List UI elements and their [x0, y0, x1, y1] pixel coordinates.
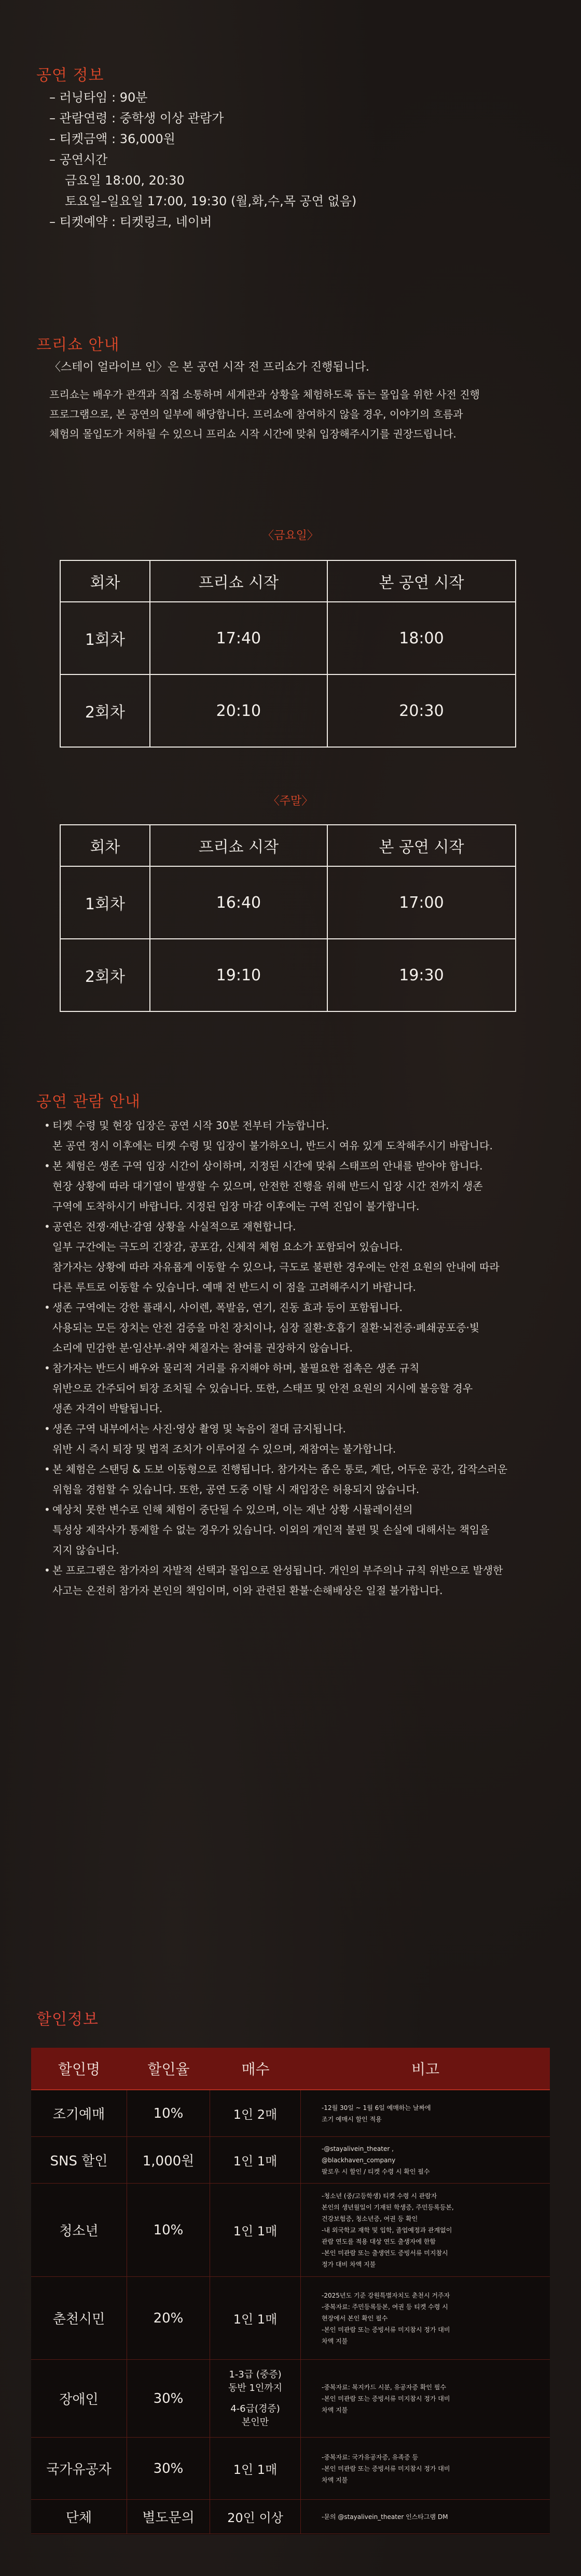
preshow-desc-line: 프리쇼는 배우가 관객과 직접 소통하며 세계관과 상황을 체험하도록 돕는 몰입을 위한 사전 진행 [49, 388, 480, 401]
guide-line: • 티켓 수령 및 현장 입장은 공연 시작 30분 전부터 가능합니다. [44, 1116, 552, 1136]
quantity-line: 20인 이상 [227, 2511, 283, 2525]
table-row [60, 674, 516, 747]
table-row [31, 2277, 550, 2360]
discount-name: 장애인 [31, 2360, 127, 2437]
discount-name: SNS 할인 [31, 2137, 127, 2183]
discount-header-row [31, 2048, 550, 2090]
guide-line: 위반으로 간주되어 퇴장 조치될 수 있습니다. 또한, 스태프 및 안전 요원의 지시에 불응할 경우 [52, 1382, 473, 1395]
info-running-time: – 러닝타임 : 90분 [49, 90, 148, 105]
quantity-line: 1-3급 (중증) [229, 2369, 282, 2380]
note-line: 정가 대비 차액 지불 [322, 2260, 376, 2268]
discount-note [301, 2137, 550, 2183]
table-row [31, 2438, 550, 2500]
guide-line: 현장 상황에 따라 대기열이 발생할 수 있으며, 안전한 진행을 위해 반드시 입장 시간 전까지 생존 [52, 1180, 483, 1192]
guide-line: 생존 자격이 박탈됩니다. [52, 1402, 163, 1415]
table-header: 회차 [60, 825, 150, 866]
note-line: -중복자료: 국가유공자증, 유족증 등 [322, 2453, 418, 2461]
table-header: 프리쇼 시작 [150, 560, 327, 602]
note-line: -내 외국학교 재학 및 입학, 졸업예정과 관계없이 [322, 2226, 452, 2234]
section-title-viewing-guide: 공연 관람 안내 [36, 1093, 141, 1111]
discount-note [301, 2277, 550, 2359]
note-line: -청소년 (중/고등학생) 티켓 수령 시 관람자 [322, 2192, 437, 2200]
note-line: 현장에서 본인 확인 필수 [322, 2314, 388, 2322]
quantity-line: 1인 2매 [233, 2107, 278, 2122]
note-line: -중복자료: 주민등록등본, 여권 등 티켓 수령 시 [322, 2303, 448, 2311]
discount-name: 춘천시민 [31, 2277, 127, 2359]
guide-line: 다른 루트로 이동할 수 있습니다. 예매 전 반드시 이 점을 고려해주시기 바랍니다. [52, 1281, 416, 1293]
guide-line: • 본 체험은 스탠딩 & 도보 이동형으로 진행됩니다. 참가자는 좁은 통로, 계단, 어두운 공간, 갑작스러운 [44, 1459, 552, 1480]
discount-quantity [210, 2438, 301, 2499]
discount-name: 청소년 [31, 2184, 127, 2276]
table-row [31, 2360, 550, 2438]
guide-line: 사고는 온전히 참가자 본인의 책임이며, 이와 관련된 환불·손해배상은 일절 불가합니다. [52, 1584, 443, 1597]
info-age: – 관람연령 : 중학생 이상 관람가 [49, 111, 224, 125]
guide-line: • 공연은 전쟁·재난·감염 상황을 사실적으로 재현합니다. [44, 1217, 552, 1237]
quantity-line: 1인 1매 [233, 2224, 278, 2239]
discount-rate: 30% [127, 2360, 210, 2437]
note-line: 건강보험증, 청소년증, 여권 등 확인 [322, 2215, 418, 2222]
table-row [31, 2137, 550, 2184]
guide-line: 본 공연 정시 이후에는 티켓 수령 및 입장이 불가하오니, 반드시 여유 있게 도착해주시기 바랍니다. [52, 1139, 493, 1152]
note-line: @blackhaven_company [322, 2156, 396, 2164]
table-header: 본 공연 시작 [327, 560, 516, 602]
quantity-line: 본인만 [241, 2416, 269, 2428]
discount-note [301, 2360, 550, 2437]
note-line: -문의 @stayalivein_theater 인스타그램 DM [322, 2513, 448, 2521]
discount-rate: 별도문의 [127, 2500, 210, 2533]
discount-note [301, 2500, 550, 2533]
table-cell: 19:10 [150, 939, 327, 1011]
guide-line: • 참가자는 반드시 배우와 물리적 거리를 유지해야 하며, 불필요한 접촉은 생존 규칙 [44, 1358, 552, 1378]
guide-line: 참가자는 상황에 따라 자유롭게 이동할 수 있으나, 극도로 불편한 경우에는 안전 요원의 안내에 따라 [52, 1261, 500, 1273]
discount-quantity [210, 2137, 301, 2183]
guide-line: • 생존 구역 내부에서는 사진·영상 촬영 및 녹음이 절대 금지됩니다. [44, 1419, 552, 1439]
guide-line: 일부 구간에는 극도의 긴장감, 공포감, 신체적 체험 요소가 포함되어 있습니다. [52, 1241, 403, 1253]
info-price: – 티켓금액 : 36,000원 [49, 132, 175, 146]
guide-line: 위험을 경험할 수 있습니다. 또한, 공연 도중 이탈 시 재입장은 허용되지 않습니다. [52, 1483, 420, 1496]
table-caption-weekend: 〈주말〉 [268, 795, 313, 808]
guide-line: • 본 체험은 생존 구역 입장 시간이 상이하며, 지정된 시간에 맞춰 스태프의 안내를 받아야 합니다. [44, 1156, 552, 1176]
performance-info-list [49, 87, 356, 232]
section-title-preshow: 프리쇼 안내 [36, 336, 120, 354]
note-line: -본인 미관람 또는 증빙서류 미지참시 정가 대비 [322, 2395, 450, 2402]
friday-schedule-table [60, 560, 516, 748]
quantity-line: 1인 1매 [233, 2462, 278, 2477]
table-header: 프리쇼 시작 [150, 825, 327, 866]
info-time-weekend: 토요일–일요일 17:00, 19:30 (월,화,수,목 공연 없음) [65, 194, 357, 208]
table-cell: 17:00 [327, 866, 516, 939]
discount-name: 조기예매 [31, 2090, 127, 2136]
guide-line: 구역에 도착하시기 바랍니다. 지정된 입장 마감 이후에는 구역 진입이 불가합니다. [52, 1200, 420, 1213]
table-header: 본 공연 시작 [327, 825, 516, 866]
table-row [60, 602, 516, 674]
guide-line: 소리에 민감한 분·임산부·취약 체질자는 참여를 권장하지 않습니다. [52, 1342, 353, 1354]
note-line: -중복자료: 복지카드 시분, 유공자증 확인 필수 [322, 2383, 446, 2391]
discount-rate: 10% [127, 2090, 210, 2136]
quantity-line: 1인 1매 [233, 2312, 278, 2327]
note-line: -12월 30일 ~ 1월 6일 예매하는 날짜에 [322, 2104, 431, 2112]
table-cell: 16:40 [150, 866, 327, 939]
guide-line: • 본 프로그램은 참가자의 자발적 선택과 몰입으로 완성됩니다. 개인의 부주의나 규칙 위반으로 발생한 [44, 1560, 552, 1581]
guide-line: 사용되는 모든 장치는 안전 검증을 마친 장치이나, 심장 질환·호흡기 질환·뇌전증·폐쇄공포증·빛 [52, 1321, 480, 1334]
note-line: 차액 지불 [322, 2337, 348, 2345]
table-header: 회차 [60, 560, 150, 602]
guide-line: 위반 시 즉시 퇴장 및 법적 조치가 이루어질 수 있으며, 재참여는 불가합니다. [52, 1443, 396, 1455]
discount-table [31, 2048, 550, 2535]
discount-rate: 10% [127, 2184, 210, 2276]
discount-quantity [210, 2184, 301, 2276]
weekend-schedule-table [60, 824, 516, 1012]
table-header: 매수 [241, 2061, 270, 2078]
discount-name: 국가유공자 [31, 2438, 127, 2499]
note-line: -본인 미관람 또는 출생연도 증빙서류 미지참시 [322, 2249, 448, 2257]
note-line: 조기 예매시 할인 적용 [322, 2115, 382, 2123]
note-line: 본인의 생년월일이 기재된 학생증, 주민등록등본, [322, 2203, 454, 2211]
guide-line: 지지 않습니다. [52, 1544, 119, 1556]
discount-quantity [210, 2360, 301, 2437]
info-booking: – 티켓예약 : 티켓링크, 네이버 [49, 215, 212, 229]
table-cell: 20:30 [327, 674, 516, 747]
discount-rate: 30% [127, 2438, 210, 2499]
guide-line: • 생존 구역에는 강한 플래시, 사이렌, 폭발음, 연기, 진동 효과 등이 포함됩니다. [44, 1298, 552, 1318]
viewing-guide-list [44, 1116, 552, 1601]
note-line: 차액 지불 [322, 2406, 348, 2414]
table-row [60, 939, 516, 1011]
discount-note [301, 2090, 550, 2136]
quantity-line: 동반 1인까지 [228, 2382, 283, 2394]
section-title-discount: 할인정보 [36, 2010, 99, 2029]
discount-body [31, 2090, 550, 2534]
info-time-friday: 금요일 18:00, 20:30 [65, 173, 185, 188]
note-line: -본인 미관람 또는 증빙서류 미지참시 정가 대비 [322, 2326, 450, 2333]
table-cell: 17:40 [150, 602, 327, 674]
table-caption-friday: 〈금요일〉 [262, 529, 319, 542]
discount-quantity [210, 2277, 301, 2359]
table-cell: 19:30 [327, 939, 516, 1011]
table-header: 할인명 [58, 2061, 101, 2078]
discount-quantity [210, 2500, 301, 2533]
table-header: 할인율 [147, 2061, 190, 2078]
table-row [31, 2500, 550, 2534]
table-header: 비고 [411, 2061, 440, 2078]
table-cell: 18:00 [327, 602, 516, 674]
table-cell: 2회차 [60, 939, 150, 1011]
note-line: 차액 지불 [322, 2476, 348, 2484]
note-line: 관람 연도를 적용 대상 연도 출생자에 한함 [322, 2237, 436, 2245]
quantity-line: 1인 1매 [233, 2154, 278, 2169]
discount-quantity [210, 2090, 301, 2136]
discount-rate: 1,000원 [127, 2137, 210, 2183]
table-cell: 20:10 [150, 674, 327, 747]
discount-rate: 20% [127, 2277, 210, 2359]
guide-line: 특성상 제작사가 통제할 수 없는 경우가 있습니다. 이외의 개인적 불편 및 손실에 대해서는 책임을 [52, 1524, 490, 1536]
preshow-desc-line: 체험의 몰입도가 저하될 수 있으니 프리쇼 시작 시간에 맞춰 입장해주시기를 권장드립니다. [49, 428, 457, 440]
discount-note [301, 2184, 550, 2276]
note-line: -본인 미관람 또는 증빙서류 미지참시 정가 대비 [322, 2465, 450, 2472]
preshow-desc-line: 프로그램으로, 본 공연의 일부에 해당합니다. 프리쇼에 참여하지 않을 경우, 이야기의 흐름과 [49, 408, 463, 420]
section-title-performance-info: 공연 정보 [36, 66, 104, 85]
preshow-desc [49, 385, 542, 444]
table-cell: 1회차 [60, 602, 150, 674]
preshow-intro: 〈스테이 얼라이브 인〉은 본 공연 시작 전 프리쇼가 진행됩니다. [49, 361, 369, 374]
discount-note [301, 2438, 550, 2499]
table-row [31, 2090, 550, 2137]
note-line: -@stayalivein_theater , [322, 2145, 394, 2152]
table-cell: 2회차 [60, 674, 150, 747]
discount-name: 단체 [31, 2500, 127, 2533]
info-showtime-label: – 공연시간 [49, 152, 108, 167]
table-row [60, 866, 516, 939]
guide-line: • 예상치 못한 변수로 인해 체험이 중단될 수 있으며, 이는 재난 상황 시뮬레이션의 [44, 1500, 552, 1520]
quantity-line: 4-6급(경증) [230, 2403, 280, 2414]
note-line: 팔로우 시 할인 / 티켓 수령 시 확인 필수 [322, 2167, 430, 2175]
table-row [31, 2184, 550, 2277]
table-cell: 1회차 [60, 866, 150, 939]
note-line: -2025년도 기준 강원특별자치도 춘천시 거주자 [322, 2291, 450, 2299]
